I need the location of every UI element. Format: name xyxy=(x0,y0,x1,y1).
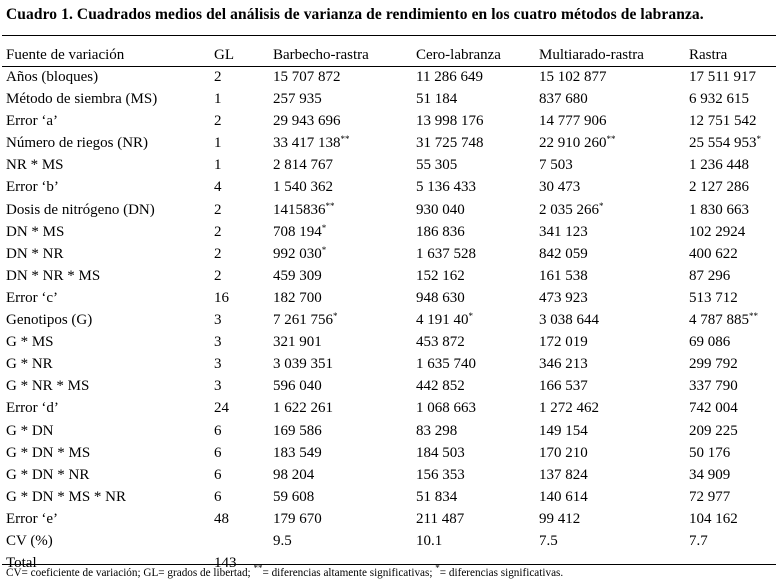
cell-barbecho-rastra xyxy=(273,221,416,243)
cell-value: 50 176 xyxy=(689,444,731,461)
cell-rastra xyxy=(689,66,772,88)
cell-value: 156 353 xyxy=(416,466,465,483)
cell-value: 1415836 xyxy=(273,201,326,218)
table-row xyxy=(6,243,772,265)
cell-value: 442 852 xyxy=(416,378,465,395)
header-rastra: Rastra xyxy=(689,47,728,63)
cell-value: 51 184 xyxy=(416,91,458,108)
cell-source: G * NR * MS xyxy=(6,378,90,395)
anova-table xyxy=(6,44,772,574)
cell-multiarado-rastra xyxy=(539,464,689,486)
table-row xyxy=(6,154,772,176)
cell-gl: 3 xyxy=(214,356,222,373)
cell-rastra xyxy=(689,397,772,419)
cell-source: Error ‘e’ xyxy=(6,510,59,527)
cell-barbecho-rastra xyxy=(273,375,416,397)
cell-value: 34 909 xyxy=(689,466,731,483)
cell-gl: 6 xyxy=(214,488,222,505)
cell-value: 30 473 xyxy=(539,179,581,196)
cell-gl: 1 xyxy=(214,157,222,174)
cell-value: 4 191 40 xyxy=(416,312,469,329)
table-row xyxy=(6,110,772,132)
cell-source: Genotipos (G) xyxy=(6,312,93,329)
table-row xyxy=(6,66,772,88)
cell-multiarado-rastra xyxy=(539,309,689,331)
cell-barbecho-rastra xyxy=(273,353,416,375)
cell-gl xyxy=(214,530,273,552)
table-row xyxy=(6,508,772,530)
cell-source: DN * NR * MS xyxy=(6,267,101,284)
cell-source: Error ‘c’ xyxy=(6,289,59,306)
cell-value: 473 923 xyxy=(539,289,588,306)
cell-rastra xyxy=(689,154,772,176)
cell-multiarado-rastra xyxy=(539,88,689,110)
cell-value: 186 836 xyxy=(416,223,465,240)
cell-value: 161 538 xyxy=(539,267,588,284)
cell-value: 992 030 xyxy=(273,245,322,262)
table-row xyxy=(6,265,772,287)
cell-cero-labranza xyxy=(416,442,539,464)
cell-source: G * DN * NR xyxy=(6,466,90,483)
header-cero-labranza: Cero-labranza xyxy=(416,47,501,63)
cell-rastra xyxy=(689,530,772,552)
cell-value: 321 901 xyxy=(273,334,322,351)
cell-source: Dosis de nitrógeno (DN) xyxy=(6,201,155,218)
cell-multiarado-rastra xyxy=(539,375,689,397)
significance-mark: * xyxy=(321,244,327,255)
cell-barbecho-rastra xyxy=(273,331,416,353)
cell-gl: 2 xyxy=(214,113,222,130)
cell-rastra xyxy=(689,331,772,353)
header-source: Fuente de variación xyxy=(6,47,125,63)
cell-value: 3 039 351 xyxy=(273,356,333,373)
cell-cero-labranza xyxy=(416,243,539,265)
cell-value: 33 417 138 xyxy=(273,135,341,152)
cell-rastra xyxy=(689,287,772,309)
cell-source: Error ‘a’ xyxy=(6,113,59,130)
cell-gl: 143 xyxy=(214,555,237,572)
cell-value: 15 102 877 xyxy=(539,69,607,85)
footnote-mark-significant: * xyxy=(435,563,440,573)
cell-barbecho-rastra xyxy=(273,287,416,309)
cell-value: 179 670 xyxy=(273,510,322,527)
cell-gl: 3 xyxy=(214,334,222,351)
cell-value: 1 830 663 xyxy=(689,201,749,218)
footnote-text-1: CV= coeficiente de variación; GL= grados de libertad; xyxy=(6,567,254,579)
cell-cero-labranza xyxy=(416,530,539,552)
cell-cero-labranza xyxy=(416,66,539,88)
cell-value: 1 068 663 xyxy=(416,400,476,417)
cell-value: 182 700 xyxy=(273,289,322,306)
cell-multiarado-rastra xyxy=(539,486,689,508)
cell-cero-labranza xyxy=(416,88,539,110)
cell-cero-labranza xyxy=(416,353,539,375)
cell-value: 55 305 xyxy=(416,157,458,174)
significance-mark: * xyxy=(468,311,473,322)
cell-cero-labranza xyxy=(416,176,539,198)
cell-source: Método de siembra (MS) xyxy=(6,91,158,108)
cell-value: 6 932 615 xyxy=(689,91,749,108)
cell-value: 5 136 433 xyxy=(416,179,476,196)
footnote-text-3: = diferencias significativas. xyxy=(439,567,564,579)
table-row xyxy=(6,199,772,221)
table-row xyxy=(6,176,772,198)
cell-multiarado-rastra xyxy=(539,221,689,243)
cell-source: G * DN * MS * NR xyxy=(6,488,127,505)
cell-value: 1 622 261 xyxy=(273,400,333,417)
cell-value: 17 511 917 xyxy=(689,69,756,85)
cell-gl: 6 xyxy=(214,466,222,483)
header-barbecho-rastra: Barbecho-rastra xyxy=(273,47,369,63)
cell-value: 1 637 528 xyxy=(416,245,476,262)
cell-value: 459 309 xyxy=(273,267,322,284)
cell-rastra xyxy=(689,265,772,287)
cell-value: 99 412 xyxy=(539,510,581,527)
cell-multiarado-rastra xyxy=(539,176,689,198)
cell-cero-labranza xyxy=(416,110,539,132)
table-row xyxy=(6,530,772,552)
significance-mark: * xyxy=(321,222,327,233)
cell-cero-labranza xyxy=(416,221,539,243)
cell-barbecho-rastra xyxy=(273,176,416,198)
cell-value: 29 943 696 xyxy=(273,113,341,130)
cell-barbecho-rastra xyxy=(273,110,416,132)
cell-value: 299 792 xyxy=(689,356,738,373)
cell-source: Total xyxy=(6,555,37,572)
cell-multiarado-rastra xyxy=(539,353,689,375)
cell-rastra xyxy=(689,552,772,574)
cell-rastra xyxy=(689,176,772,198)
cell-value: 140 614 xyxy=(539,488,588,505)
cell-gl: 48 xyxy=(214,510,229,527)
cell-value: 102 2924 xyxy=(689,223,746,240)
cell-barbecho-rastra xyxy=(273,397,416,419)
cell-rastra xyxy=(689,442,772,464)
cell-value: 513 712 xyxy=(689,289,738,306)
cell-value: 14 777 906 xyxy=(539,113,607,130)
cell-barbecho-rastra xyxy=(273,132,416,154)
cell-value: 13 998 176 xyxy=(416,113,484,130)
cell-value: 51 834 xyxy=(416,488,458,505)
top-rule xyxy=(2,35,776,36)
cell-value: 7.7 xyxy=(689,532,708,549)
cell-value: 9.5 xyxy=(273,532,292,549)
cell-barbecho-rastra xyxy=(273,442,416,464)
table-row xyxy=(6,375,772,397)
cell-value: 72 977 xyxy=(689,488,731,505)
cell-barbecho-rastra xyxy=(273,154,416,176)
significance-mark: ** xyxy=(606,134,616,145)
cell-value: 400 622 xyxy=(689,245,738,262)
cell-gl: 24 xyxy=(214,400,229,417)
cell-multiarado-rastra xyxy=(539,530,689,552)
cell-source: DN * MS xyxy=(6,223,65,240)
cell-value: 98 204 xyxy=(273,466,315,483)
cell-gl: 3 xyxy=(214,378,222,395)
cell-rastra xyxy=(689,243,772,265)
cell-barbecho-rastra xyxy=(273,464,416,486)
cell-value: 337 790 xyxy=(689,378,738,395)
cell-value: 453 872 xyxy=(416,334,465,351)
cell-value: 341 123 xyxy=(539,223,588,240)
footnote-mark-highly-significant: ** xyxy=(253,563,263,573)
cell-rastra xyxy=(689,486,772,508)
cell-cero-labranza xyxy=(416,420,539,442)
table-row xyxy=(6,331,772,353)
cell-source: CV (%) xyxy=(6,532,53,549)
table-header-row xyxy=(6,44,772,66)
table-row xyxy=(6,464,772,486)
cell-multiarado-rastra xyxy=(539,265,689,287)
cell-value: 170 210 xyxy=(539,444,588,461)
cell-rastra xyxy=(689,464,772,486)
cell-value: 842 059 xyxy=(539,245,588,262)
cell-multiarado-rastra xyxy=(539,66,689,88)
cell-gl: 2 xyxy=(214,245,222,262)
cell-value: 596 040 xyxy=(273,378,322,395)
cell-barbecho-rastra xyxy=(273,309,416,331)
cell-value: 11 286 649 xyxy=(416,69,483,85)
cell-barbecho-rastra xyxy=(273,243,416,265)
footnote-text-2: = diferencias altamente significativas; xyxy=(262,567,436,579)
cell-cero-labranza xyxy=(416,309,539,331)
cell-cero-labranza xyxy=(416,331,539,353)
cell-value: 83 298 xyxy=(416,422,458,439)
cell-source: Número de riegos (NR) xyxy=(6,135,149,152)
cell-value: 149 154 xyxy=(539,422,588,439)
cell-source: G * DN xyxy=(6,422,54,439)
cell-value: 22 910 260 xyxy=(539,135,607,152)
significance-mark: * xyxy=(599,200,604,211)
cell-multiarado-rastra xyxy=(539,397,689,419)
cell-gl: 2 xyxy=(214,69,222,85)
cell-cero-labranza xyxy=(416,154,539,176)
cell-gl: 2 xyxy=(214,267,222,284)
cell-cero-labranza xyxy=(416,508,539,530)
cell-value: 708 194 xyxy=(273,223,322,240)
cell-value: 1 540 362 xyxy=(273,179,333,196)
cell-cero-labranza xyxy=(416,132,539,154)
cell-value: 169 586 xyxy=(273,422,322,439)
cell-source: G * NR xyxy=(6,356,53,373)
cell-value: 1 236 448 xyxy=(689,157,749,174)
cell-gl: 16 xyxy=(214,289,229,306)
cell-value: 930 040 xyxy=(416,201,465,218)
cell-value: 31 725 748 xyxy=(416,135,484,152)
cell-multiarado-rastra xyxy=(539,331,689,353)
cell-cero-labranza xyxy=(416,199,539,221)
cell-source: Error ‘d’ xyxy=(6,400,59,417)
cell-gl: 2 xyxy=(214,223,222,240)
cell-value: 166 537 xyxy=(539,378,588,395)
cell-value: 104 162 xyxy=(689,510,738,527)
cell-value: 25 554 953 xyxy=(689,135,757,152)
cell-barbecho-rastra xyxy=(273,486,416,508)
table-caption: Cuadro 1. Cuadrados medios del análisis de varianza de rendimiento en los cuatro métodos de labranza. xyxy=(6,6,704,23)
cell-value: 2 035 266 xyxy=(539,201,599,218)
cell-value: 7 503 xyxy=(539,157,573,174)
cell-rastra xyxy=(689,132,772,154)
table-row xyxy=(6,442,772,464)
cell-value: 4 787 885 xyxy=(689,312,749,329)
cell-multiarado-rastra xyxy=(539,243,689,265)
cell-value: 12 751 542 xyxy=(689,113,757,130)
significance-mark: * xyxy=(756,134,761,145)
header-multiarado-rastra: Multiarado-rastra xyxy=(539,47,644,63)
cell-value: 59 608 xyxy=(273,488,315,505)
cell-gl: 4 xyxy=(214,179,222,196)
cell-cero-labranza xyxy=(416,287,539,309)
cell-multiarado-rastra xyxy=(539,508,689,530)
cell-gl: 6 xyxy=(214,444,222,461)
cell-barbecho-rastra xyxy=(273,199,416,221)
cell-value: 87 296 xyxy=(689,267,731,284)
cell-gl: 2 xyxy=(214,201,222,218)
cell-cero-labranza xyxy=(416,265,539,287)
significance-mark: ** xyxy=(749,311,758,322)
cell-rastra xyxy=(689,110,772,132)
table-body xyxy=(6,66,772,574)
cell-source: G * MS xyxy=(6,334,54,351)
cell-value: 7 261 756 xyxy=(273,312,333,329)
cell-cero-labranza xyxy=(416,486,539,508)
cell-rastra xyxy=(689,508,772,530)
cell-source: Error ‘b’ xyxy=(6,179,59,196)
cell-barbecho-rastra xyxy=(273,420,416,442)
significance-mark: * xyxy=(333,311,338,322)
cell-value: 3 038 644 xyxy=(539,312,599,329)
table-row xyxy=(6,397,772,419)
cell-source: DN * NR xyxy=(6,245,64,262)
cell-multiarado-rastra xyxy=(539,199,689,221)
cell-multiarado-rastra xyxy=(539,132,689,154)
cell-value: 15 707 872 xyxy=(273,69,341,85)
cell-barbecho-rastra xyxy=(273,265,416,287)
cell-multiarado-rastra xyxy=(539,442,689,464)
cell-value: 1 635 740 xyxy=(416,356,476,373)
cell-barbecho-rastra xyxy=(273,66,416,88)
cell-gl: 3 xyxy=(214,312,222,329)
cell-cero-labranza xyxy=(416,375,539,397)
cell-value: 837 680 xyxy=(539,91,588,108)
table-row xyxy=(6,132,772,154)
significance-mark: ** xyxy=(325,200,335,211)
cell-barbecho-rastra xyxy=(273,88,416,110)
table-row xyxy=(6,486,772,508)
cell-rastra xyxy=(689,221,772,243)
cell-multiarado-rastra xyxy=(539,287,689,309)
cell-value: 209 225 xyxy=(689,422,738,439)
cell-value: 2 127 286 xyxy=(689,179,749,196)
cell-rastra xyxy=(689,353,772,375)
cell-barbecho-rastra xyxy=(273,530,416,552)
cell-cero-labranza xyxy=(416,397,539,419)
cell-source: Años (bloques) xyxy=(6,69,99,85)
cell-value: 152 162 xyxy=(416,267,465,284)
cell-value: 183 549 xyxy=(273,444,322,461)
cell-value: 172 019 xyxy=(539,334,588,351)
cell-value: 346 213 xyxy=(539,356,588,373)
table-row xyxy=(6,309,772,331)
cell-rastra xyxy=(689,375,772,397)
cell-cero-labranza xyxy=(416,464,539,486)
cell-gl: 1 xyxy=(214,135,222,152)
cell-rastra xyxy=(689,88,772,110)
cell-multiarado-rastra xyxy=(539,110,689,132)
table-row xyxy=(6,88,772,110)
table-row xyxy=(6,353,772,375)
cell-value: 137 824 xyxy=(539,466,588,483)
cell-value: 69 086 xyxy=(689,334,731,351)
cell-source: G * DN * MS xyxy=(6,444,91,461)
cell-gl: 1 xyxy=(214,91,222,108)
cell-multiarado-rastra xyxy=(539,420,689,442)
table-row xyxy=(6,287,772,309)
significance-mark: ** xyxy=(340,134,350,145)
cell-gl: 6 xyxy=(214,422,222,439)
cell-value: 211 487 xyxy=(416,510,465,527)
table-row xyxy=(6,221,772,243)
cell-rastra xyxy=(689,420,772,442)
cell-multiarado-rastra xyxy=(539,154,689,176)
cell-value: 742 004 xyxy=(689,400,738,417)
cell-value: 7.5 xyxy=(539,532,558,549)
cell-value: 257 935 xyxy=(273,91,322,108)
table-row xyxy=(6,420,772,442)
cell-rastra xyxy=(689,199,772,221)
cell-value: 10.1 xyxy=(416,532,443,549)
header-gl: GL xyxy=(214,47,234,63)
cell-value: 2 814 767 xyxy=(273,157,333,174)
cell-barbecho-rastra xyxy=(273,508,416,530)
cell-value: 948 630 xyxy=(416,289,465,306)
cell-source: NR * MS xyxy=(6,157,64,174)
cell-value: 184 503 xyxy=(416,444,465,461)
cell-rastra xyxy=(689,309,772,331)
cell-value: 1 272 462 xyxy=(539,400,599,417)
